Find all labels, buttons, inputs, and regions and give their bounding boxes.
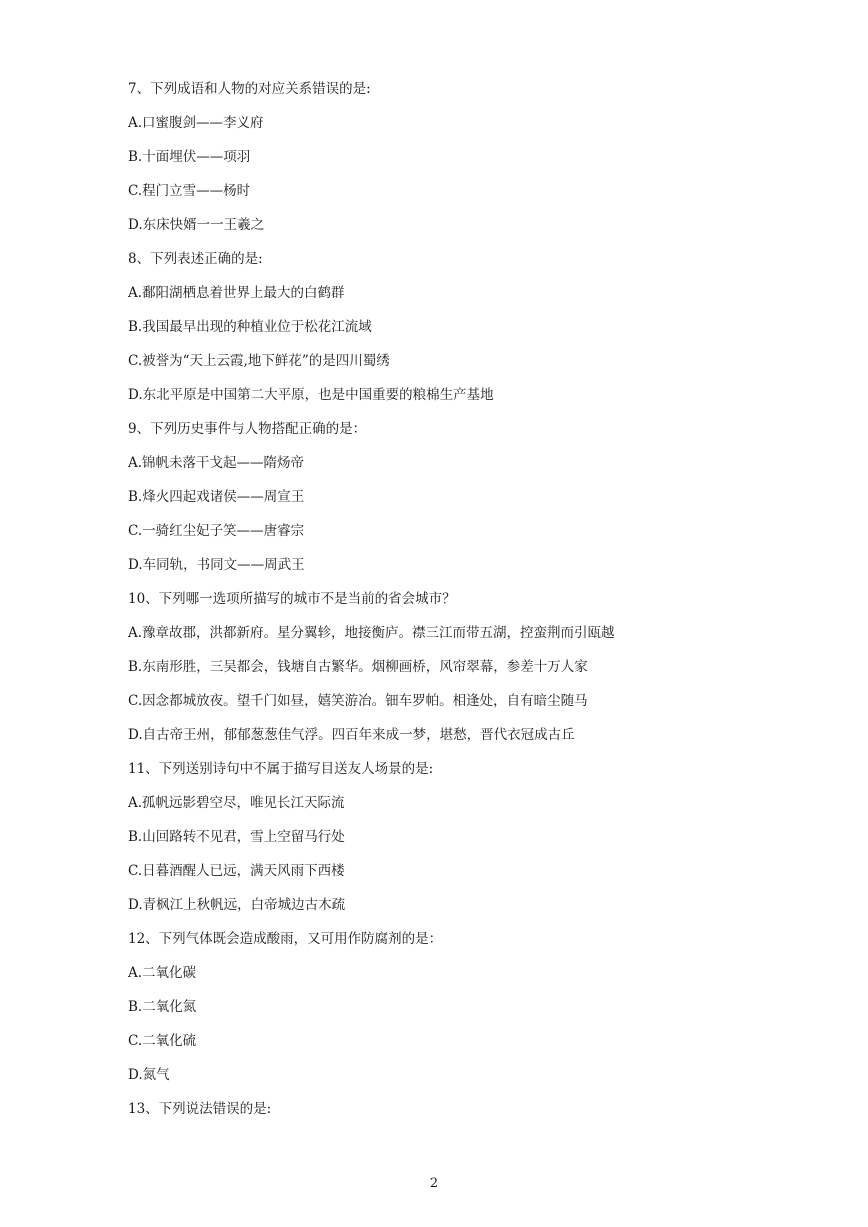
question-list (128, 72, 848, 1126)
question-stem: 8、下列表述正确的是: (128, 251, 263, 267)
answer-option: B.我国最早出现的种植业位于松花江流域 (128, 319, 372, 335)
answer-option: A.鄱阳湖栖息着世界上最大的白鹤群 (128, 285, 345, 301)
question-stem: 10、下列哪一选项所描写的城市不是当前的省会城市？ (128, 591, 456, 607)
question-stem: 9、下列历史事件与人物搭配正确的是： (128, 421, 367, 437)
answer-option: D.氮气 (128, 1067, 170, 1083)
question-stem: 12、下列气体既会造成酸雨，又可用作防腐剂的是： (128, 931, 443, 947)
answer-option: C.被誉为“天上云霞,地下鲜花”的是四川蜀绣 (128, 353, 390, 369)
answer-option: B.十面埋伏——项羽 (128, 149, 251, 165)
question-stem: 11、下列送别诗句中不属于描写目送友人场景的是: (128, 761, 434, 777)
answer-option: C.一骑红尘妃子笑——唐睿宗 (128, 523, 305, 539)
answer-option: C.程门立雪——杨时 (128, 183, 251, 199)
answer-option: B.烽火四起戏诸侯——周宣王 (128, 489, 305, 505)
answer-option: D.青枫江上秋帆远，白帝城边古木疏 (128, 897, 346, 913)
answer-option: C.因念都城放夜。望千门如昼，嬉笑游冶。钿车罗帕。相逢处，自有暗尘随马 (128, 693, 588, 709)
answer-option: B.东南形胜，三吴都会，钱塘自古繁华。烟柳画桥，风帘翠幕，参差十万人家 (128, 659, 588, 675)
page-number: 2 (429, 1176, 439, 1191)
question-stem: 13、下列说法错误的是: (128, 1101, 272, 1117)
answer-option: A.口蜜腹剑——李义府 (128, 115, 264, 131)
answer-option: B.山回路转不见君，雪上空留马行处 (128, 829, 345, 845)
answer-option: D.自古帝王州，郁郁葱葱佳气浮。四百年来成一梦，堪愁，晋代衣冠成古丘 (128, 727, 575, 743)
answer-option: A.豫章故郡，洪都新府。星分翼轸，地接衡庐。襟三江而带五湖，控蛮荆而引瓯越 (128, 625, 615, 641)
answer-option: B.二氧化氮 (128, 999, 197, 1015)
answer-option: A.孤帆远影碧空尽，唯见长江天际流 (128, 795, 345, 811)
question-stem: 7、下列成语和人物的对应关系错误的是: (128, 81, 371, 97)
answer-option: D.东床快婿一一王羲之 (128, 217, 265, 233)
answer-option: C.日暮酒醒人已远，满天风雨下西楼 (128, 863, 345, 879)
answer-option: A.二氧化碳 (128, 965, 197, 981)
answer-option: D.东北平原是中国第二大平原，也是中国重要的粮棉生产基地 (128, 387, 494, 403)
answer-option: A.锦帆未落干戈起——隋炀帝 (128, 455, 305, 471)
answer-option: C.二氧化硫 (128, 1033, 197, 1049)
answer-option: D.车同轨，书同文——周武王 (128, 557, 305, 573)
